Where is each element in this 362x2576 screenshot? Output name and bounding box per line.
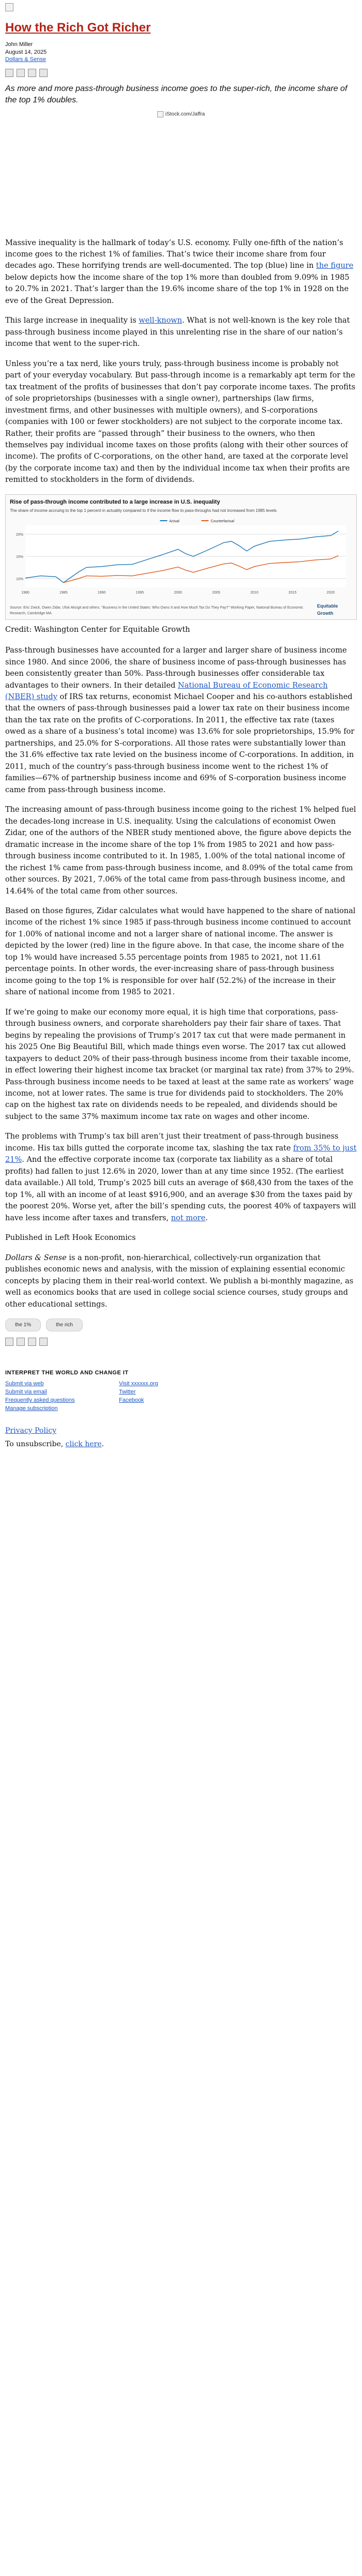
chart-subtitle: The share of income accruing to the top 1 percent in actuality compared to if the income flow to pass-throughs had not increased from 1985 levels <box>10 508 277 513</box>
x-tick-label: 1980 <box>21 591 29 595</box>
article-meta <box>5 41 357 64</box>
share-link-icon[interactable] <box>39 69 48 77</box>
publication-link[interactable]: Dollars & Sense <box>5 56 46 63</box>
tag-list <box>5 1319 357 1332</box>
x-tick-label: 1995 <box>135 591 144 595</box>
paragraph-1: Massive inequality is the hallmark of today’s U.S. economy. Fully one-fifth of the nation’s income goes to the richest 1% of families. That’s twice their income share from four decades ago. These horrifying trends are well-documented. The top (blue) line in the figure below depicts how the income share of the top 1% more than doubled from 9.09% in 1985 to 20.7% in 2021. That’s larger than the 19.6% income share of the top 1% in 1928 on the eve of the Great Depression. <box>5 238 354 305</box>
legend-label: Actual <box>169 520 179 524</box>
x-tick-label: 2015 <box>288 591 297 595</box>
chart-credit: Credit: Washington Center for Equitable Growth <box>5 625 190 634</box>
footer-bottom <box>0 1417 362 1452</box>
tag-the-1-percent[interactable]: the 1% <box>5 1319 41 1332</box>
x-tick-label: 2005 <box>212 591 220 595</box>
y-tick-label: 15% <box>16 555 23 559</box>
share-facebook-icon[interactable] <box>5 69 13 77</box>
visit-site-link[interactable]: Visit xxxxxx.org <box>119 1381 158 1387</box>
date: August 14, 2025 <box>5 49 47 55</box>
publication-logo-icon[interactable] <box>5 3 13 11</box>
twitter-link[interactable]: Twitter <box>119 1389 136 1396</box>
tax-rate-link[interactable]: from 35% to just 21% <box>5 1144 357 1164</box>
share-facebook-icon[interactable] <box>5 1338 13 1346</box>
footer-col-1 <box>5 1380 103 1413</box>
tag-the-rich[interactable]: the rich <box>46 1319 83 1332</box>
article-title[interactable]: How the Rich Got Richer <box>5 21 151 35</box>
unsubscribe-link[interactable]: click here <box>65 1440 102 1449</box>
chart-title: Rise of pass-through income contributed to a large increase in U.S. inequality <box>10 498 220 505</box>
hero-image-space <box>5 124 357 237</box>
chart-svg <box>10 516 351 599</box>
footer-columns <box>5 1380 357 1413</box>
hero-image-caption: iStock.com/Jaffra <box>5 111 357 117</box>
footer-title: INTERPRET THE WORLD AND CHANGE IT <box>5 1370 129 1376</box>
privacy-policy <box>5 1427 357 1435</box>
image-placeholder-icon <box>157 111 163 117</box>
paragraph-4: Pass-through businesses have accounted for a larger and larger share of business income since 1980. And since 2006, the share of business income of pass-through businesses has been consistently greater than 50%. Pass-through businesses offer considerable tax advantages to their owners. In their detailed National Bureau of Economic Research (NBER) study of IRS tax returns, economist Michael Cooper and his co-authors established that the owners of pass-through businesses paid a lower tax rate on their business income than the tax rate on the profits of C-corporations. In 2011, the effective tax rate (taxes owed as a share of a business’s total income) was 13.6% for sole proprietorships, 15.9% for partnerships, and 25.0% for S-corporations. All those rates were substantially lower than the 31.6% effective tax rate levied on the business income of C-corporations. In addition, in 2011, much of the country’s pass-through business income went to the richest 1% of families—67% of partnership business income and 69% of S-corporation business income came from pass-through business income. <box>5 646 355 794</box>
y-tick-label: 10% <box>16 578 23 582</box>
x-tick-label: 2010 <box>250 591 259 595</box>
privacy-policy-link[interactable]: Privacy Policy <box>5 1427 57 1435</box>
x-tick-label: 2020 <box>326 591 335 595</box>
share-row-top <box>5 69 357 77</box>
share-twitter-icon[interactable] <box>17 69 25 77</box>
about-publication: Dollars & Sense is a non-profit, non-hierarchical, collectively-run organization that publishes economic news and analysis, with the mission of explaining essential economic concepts by placing them in their real-world context. We publish a bi-monthly magazine, as well as economics books that are used in college social science courses, study groups and other educational settings. <box>5 1253 354 1309</box>
footer-col-2 <box>119 1380 217 1413</box>
facebook-link[interactable]: Facebook <box>119 1397 144 1404</box>
y-tick-label: 20% <box>16 533 23 537</box>
manage-subscription-link[interactable]: Manage subscription <box>5 1405 58 1412</box>
paragraph-6: Based on those figures, Zidar calculates what would have happened to the share of national income of the richest 1% since 1985 if pass-through business income continued to account for 1.00% of national income and not a larger share of national income. The answer is depicted by the lower (red) line in the figure above. In that case, the income share of the top 1% would have increased 5.55 percentage points from 1985 to 2021, not 11.61 percentage points. In other words, the ever-increasing share of pass-through business income going to the top 1% is responsible for over half (52.2%) of the increase in their share of national income from 1985 to 2021. <box>5 906 356 997</box>
chart-footer <box>10 603 352 617</box>
x-tick-label: 1985 <box>59 591 68 595</box>
paragraph-7: If we’re going to make our economy more equal, it is high time that corporations, pass-through business owners, and corporate shareholders pay their fair share of taxes. That begins by repealing the provisions of Trump’s 2017 tax cut that were made permanent in his 2025 One Big Beautiful Bill, which made things even worse. The 2017 tax cut allowed taxpayers to deduct 20% of their pass-through business income from their taxable income, in effect lowering their highest income tax bracket (or marginal tax rate) from 37% to 29%. Pass-through business income needs to be taxed at least at the same rate as workers’ wage income, not at lower rates. The same is true for dividends paid to stockholders. The 20% cap on the highest tax rate on dividends needs to be repealed, and dividends should be subject to the same 37% maximum income tax rate on wages and other income. <box>5 1008 354 1121</box>
article-body <box>0 237 362 1346</box>
faq-link[interactable]: Frequently asked questions <box>5 1397 75 1404</box>
paragraph-8: The problems with Trump’s tax bill aren’t just their treatment of pass-through business income. His tax bills gutted the corporate income tax, slashing the tax rate from 35% to just 21%. And the effective corporate income tax (corporate tax liability as a share of total profits) had fallen to just 12.6% in 2020, lower than at any time since 1952. (The earliest data available.) All told, Trump’s 2025 bill cuts an average of $68,430 from the taxes of the top 1%, all with an income of at least $916,900, and an average $30 from the taxes paid by the poorest 20%. Worse yet, after the bill’s spending cuts, the poorest 40% of taxpayers will have less income after taxes and transfers, not more. <box>5 1132 357 1222</box>
not-more-link[interactable]: not more <box>171 1214 206 1222</box>
share-row-bottom <box>5 1338 357 1346</box>
article-header <box>0 0 362 237</box>
x-tick-label: 2000 <box>174 591 183 595</box>
paragraph-3: Unless you’re a tax nerd, like yours truly, pass-through business income is probably not part of your everyday vocabulary. But pass-through income is a remarkably apt term for the tax treatment of the profits of businesses that don’t pay corporate income taxes. The profits of sole proprietorships (businesses with a single owner), partnerships (law firms, investment firms, and other businesses with multiple owners), and S-corporations (companies with 100 or fewer stockholders) are not subject to the corporate income tax. Rather, their profits are “passed through” their business to the owners, who then themselves pay individual income taxes on those profits (along with their other sources of income). The profits of C-corporations, on the other hand, are taxed at the corporate level (by the corporate income tax) and then by the individual income tax when their profits are remitted to stockholders in the form of dividends. <box>5 359 356 484</box>
published-in: Published in Left Hook Economics <box>5 1234 136 1242</box>
inequality-chart[interactable] <box>5 494 357 620</box>
legend-label: Counterfactual <box>210 520 234 524</box>
submit-web-link[interactable]: Submit via web <box>5 1381 44 1387</box>
nber-study-link[interactable]: National Bureau of Economic Research (NBER) study <box>5 681 328 702</box>
x-tick-label: 1990 <box>97 591 106 595</box>
paragraph-5: The increasing amount of pass-through business income going to the richest 1% helped fuel the decades-long increase in U.S. inequality. Using the calculations of economist Owen Zidar, one of the authors of the NBER study mentioned above, the figure above depicts the dramatic increase in the income share of the top 1% from 1985 to 2021 and how pass-through business income contributed to it. In 1985, 1.00% of the total national income of the richest 1% came from pass-through business income, and 8.09% of the total came from other sources. By 2021, 7.06% of the total came from pass-through business income, and 14.64% of the total came from other sources. <box>5 806 356 896</box>
chart-source: Source: Eric Zwick, Owen Zidar, Ufuk Akcigit and others. "Business in the United States: Who Owns It and How Much Tax Do They Pay?" Working Paper, National Bureau of Economic Research, Cambridge MA. <box>10 605 304 615</box>
well-known-link[interactable]: well-known <box>139 316 183 325</box>
share-twitter-icon[interactable] <box>17 1338 25 1346</box>
submit-email-link[interactable]: Submit via email <box>5 1389 47 1396</box>
paragraph-2: This large increase in inequality is well-known. What is not well-known is the key role that pass-through business income played in this unrelenting rise in the share of our nation’s income that went to the super-rich. <box>5 316 350 348</box>
chart-logo: Equitable Growth <box>317 603 338 616</box>
author: John Miller <box>5 41 33 48</box>
share-link-icon[interactable] <box>39 1338 48 1346</box>
unsubscribe-line: To unsubscribe, click here. <box>5 1440 104 1449</box>
footer <box>0 1363 362 1417</box>
share-email-icon[interactable] <box>28 1338 36 1346</box>
article-dek: As more and more pass-through business income goes to the super-rich, the income share of the top 1% doubles. <box>5 84 348 104</box>
share-email-icon[interactable] <box>28 69 36 77</box>
figure-link[interactable]: the figure <box>316 262 354 270</box>
